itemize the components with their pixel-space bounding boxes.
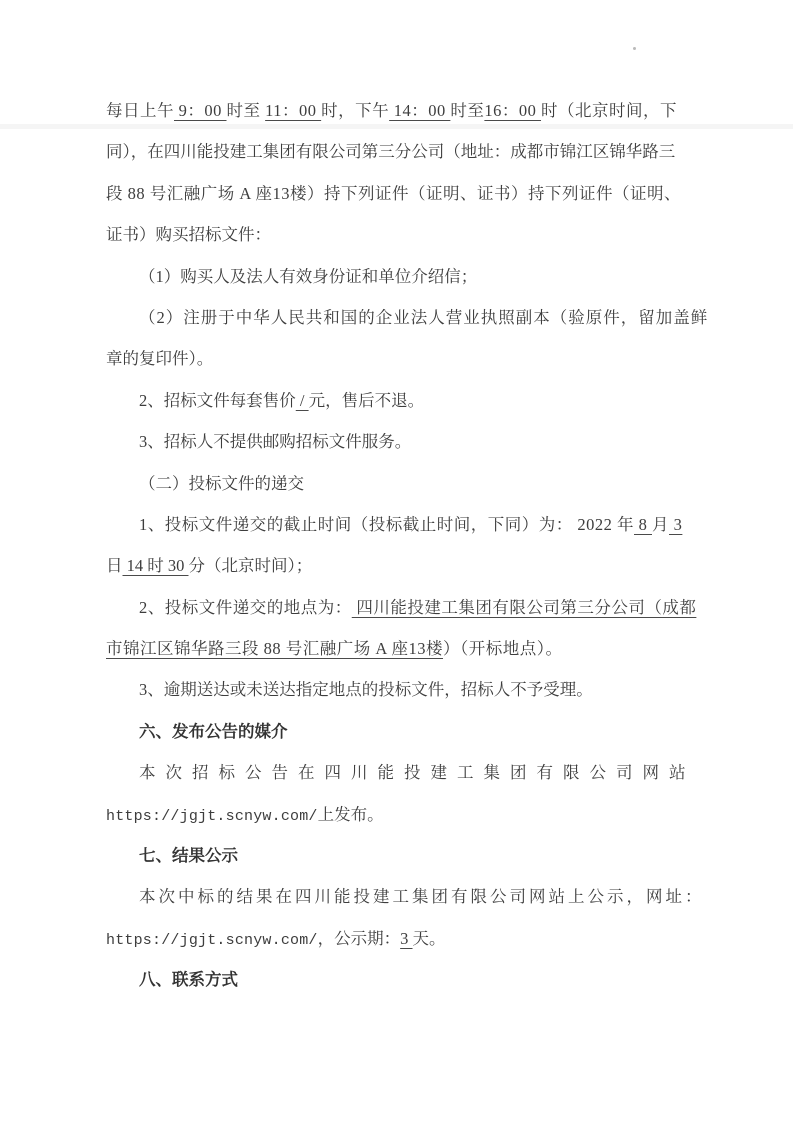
scan-speck-artifact (633, 47, 636, 50)
text-segment: 六、发布公告的媒介 (139, 721, 288, 741)
text-segment: 时至 (226, 101, 266, 120)
text-segment: 时（北京时间，下 (541, 101, 678, 120)
text-line (106, 628, 690, 669)
text-segment: 本次中标的结果在四川能投建工集团有限公司网站上公示，网址： (139, 887, 705, 907)
section-heading (106, 835, 690, 876)
text-line (106, 421, 690, 462)
text-line (106, 587, 697, 628)
text-segment: 同），在四川能投建工集团有限公司第三分公司（地址：成都市锦江区锦华路三 (106, 142, 676, 162)
text-line (106, 297, 709, 338)
section-heading (106, 959, 690, 1000)
underlined-value: 3 (669, 514, 683, 534)
text-segment: 元，售后不退。 (308, 390, 425, 410)
underlined-value: 14 时 30 (122, 556, 189, 576)
underlined-value: / (295, 390, 309, 410)
text-segment: 2、招标文件每套售价 (139, 390, 296, 410)
underlined-value: 16：00 (484, 101, 542, 120)
text-line (106, 794, 690, 835)
text-segment: 天。 (412, 928, 446, 948)
text-line (106, 463, 690, 504)
text-segment: ，公示期： (317, 928, 401, 948)
text-segment: 3、招标人不提供邮购招标文件服务。 (139, 432, 412, 452)
text-line (106, 545, 690, 586)
text-segment: 段 88 号汇融广场 A 座13楼）持下列证件（证明、证书）持下列证件（证明、 (106, 183, 682, 203)
text-line (106, 214, 690, 255)
text-segment: 七、结果公示 (139, 846, 238, 866)
text-line (106, 752, 696, 793)
text-segment: ）（开标地点）。 (443, 639, 563, 659)
text-segment: （2）注册于中华人民共和国的企业法人营业执照副本（验原件，留加盖鲜 (139, 307, 709, 327)
section-heading (106, 711, 690, 752)
underlined-value: 8 (634, 514, 652, 534)
text-segment: （1）购买人及法人有效身份证和单位介绍信； (139, 266, 478, 286)
underlined-value: 11：00 (265, 101, 322, 120)
underlined-value: 四川能投建工集团有限公司第三分公司（成都 (351, 597, 697, 617)
underlined-value: 3 (400, 928, 413, 948)
text-segment: 3、逾期送达或未送达指定地点的投标文件，招标人不予受理。 (139, 680, 593, 700)
underlined-value: 14：00 (389, 101, 451, 120)
text-segment: 时至 (450, 101, 485, 120)
text-segment: 月 (652, 514, 669, 534)
text-line (106, 504, 690, 545)
text-line (106, 918, 690, 959)
document-body (106, 90, 709, 1001)
text-segment: 每日上午 (106, 101, 174, 120)
text-line (106, 90, 690, 131)
underlined-value: 9：00 (174, 101, 227, 120)
text-segment: 时，下午 (321, 101, 390, 120)
underlined-value: 市锦江区锦华路三段 88 号汇融广场 A 座13楼 (106, 639, 444, 659)
text-line (106, 131, 690, 172)
text-segment: 2、投标文件递交的地点为： (139, 597, 352, 617)
url-text: https://jgjt.scnyw.com/ (106, 931, 318, 949)
url-text: https://jgjt.scnyw.com/ (106, 807, 318, 825)
text-line (106, 256, 690, 297)
text-segment: 证书）购买招标文件： (106, 225, 271, 245)
text-segment: 日 (106, 556, 123, 576)
text-segment: 八、联系方式 (139, 970, 238, 990)
text-segment: 上发布。 (317, 804, 384, 824)
text-line (106, 173, 690, 214)
text-line (106, 380, 690, 421)
text-line (106, 876, 705, 917)
text-line (106, 669, 690, 710)
text-segment: 1、投标文件递交的截止时间（投标截止时间，下同）为： 2022 年 (139, 514, 634, 534)
text-segment: 本次招标公告在四川能投建工集团有限公司网站 (139, 763, 696, 783)
text-segment: 章的复印件）。 (106, 349, 214, 369)
text-segment: 分（北京时间）； (188, 556, 313, 576)
text-segment: （二）投标文件的递交 (139, 473, 304, 493)
text-line (106, 338, 690, 379)
